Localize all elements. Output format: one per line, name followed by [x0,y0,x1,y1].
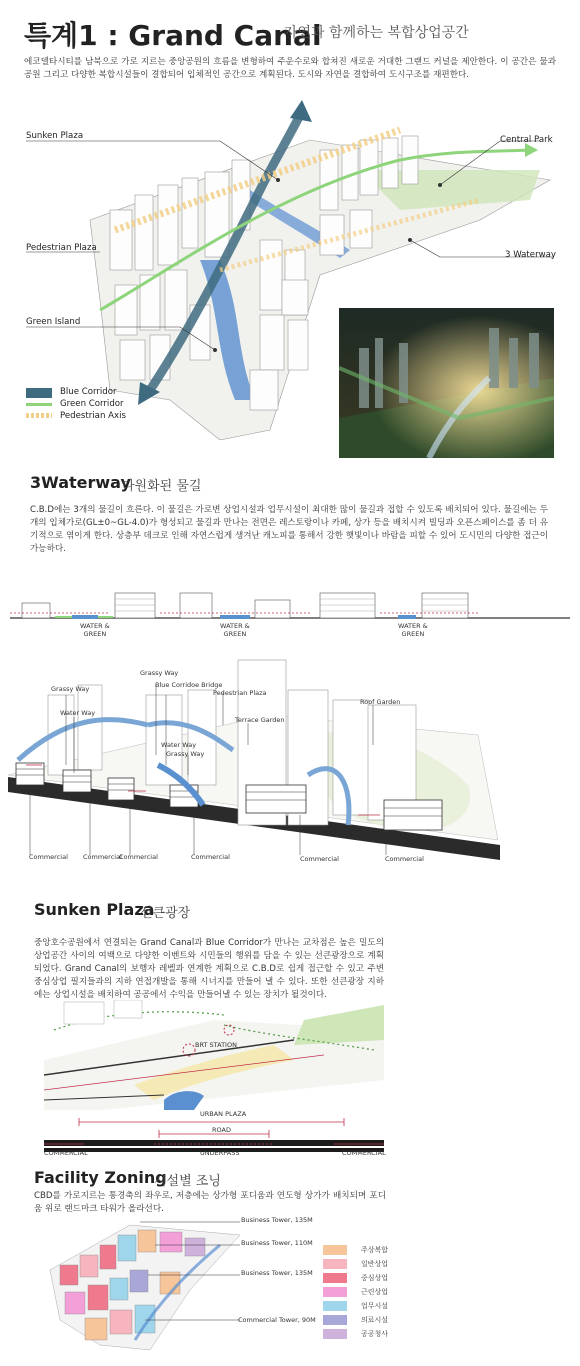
facility-zoning-paragraph: CBD를 가로지르는 통경축의 좌우로, 저층에는 상가형 포디움과 연도형 상가가 배치되며 포디움 위로 랜드마크 타워가 올라선다. [34,1191,386,1214]
corridor-legend [26,386,176,426]
section-heading-facility-zoning: Facility Zoning [34,1168,167,1187]
page-subtitle: 자연과 함께하는 복합상업공간 [284,25,469,41]
label-commercial: Commercial [83,853,122,861]
label-grassy-way: Grassy Way [166,750,205,758]
section-subheading-sunken-plaza: 선큰광장 [140,906,191,921]
page-title: 특계1 : Grand Canal [24,19,322,52]
zoning-swatch [323,1301,347,1311]
zoning-label: 공공청사 [361,1330,389,1338]
night-render-image [339,308,554,458]
zoning-swatch [323,1287,347,1297]
label-urban-plaza: URBAN PLAZA [200,1110,247,1118]
callout-central-park: Central Park [500,135,553,145]
tower-label: Commercial Tower, 90M [238,1316,316,1324]
facility-zoning-diagram [40,1210,320,1360]
label-commercial: Commercial [191,853,230,861]
section-subheading-facility-zoning: 시설별 조닝 [154,1174,221,1189]
label-brt-station: BRT STATION [195,1041,237,1049]
tower-label: Business Tower, 110M [241,1239,313,1247]
pedestrian-axis-swatch [26,413,52,418]
waterway-paragraph: C.B.D에는 3개의 물길이 흐른다. 이 물길은 가로변 상업시설과 업무시설이 최대한 많이 물길과 접할 수 있도록 배치되어 있다. 물길에는 두개의 입체가로(GL±0~GL-4.0)가 형성되고 물길과 만나는 전면은 레스토랑이나 카페, 상가 등을 배치시켜 빌딩과 오픈스페이스를 좀 더 유기적으로 엮이게 한다. 상층부 데크로 인해 자연스럽게 생겨난 캐노피를 통해서 강한 햇빛이나 바람을 피할 수 있어 도시민의 다양한 접근이 가능하다. [30,505,548,554]
zoning-label: 근린상업 [361,1288,389,1296]
legend-label: Pedestrian Axis [60,411,126,421]
zoning-label: 일반상업 [361,1260,389,1268]
callout-3-waterway: 3 Waterway [505,250,556,260]
section-heading-waterway: 3Waterway [30,473,131,492]
tower-label: Business Tower, 135M [241,1269,313,1277]
blue-corridor-swatch [26,388,52,398]
zoning-swatch [323,1245,347,1255]
intro-paragraph: 에코델타시티를 남북으로 가로 지르는 중앙공원의 흐름을 변형하여 주운수로와 합쳐진 새로운 거대한 그랜드 커널을 제안한다. 이 공간은 물과 공원 그리고 다양한 복합시설들이 결합되어 입체적인 공간으로 계획된다. 도시와 자연을 결합하여 도시구조를 재편한다. [24,57,556,80]
zoning-label: 중심상업 [361,1274,389,1282]
zoning-label: 업무시설 [361,1302,389,1310]
label-commercial-right: COMMERCIAL [342,1149,386,1157]
label-commercial: Commercial [29,853,68,861]
callout-sunken-plaza: Sunken Plaza [26,131,84,141]
callout-green-island: Green Island [26,317,81,327]
sunken-plaza-paragraph: 중앙호수공원에서 연결되는 Grand Canal과 Blue Corridor가 만나는 교차점은 높은 밀도의 상업공간 사이의 여백으로 다양한 이벤트와 시민들의 행위를 담을 수 있는 선큰광장으로 계획되었다. Grand Canal의 보행자 레벨과 연계한 계획으로 C.B.D로 쉽게 접근할 수 있고 주변 중심상업 필지들과의 지하 연접개발을 통해 시너지를 만들어 낼 수 있다. 또한 선큰광장 지하에는 상업시설을 배치하여 공공에서 수익을 만들어낼 수 있는 장치가 될것이다. [34,938,384,1000]
label-road: ROAD [212,1126,231,1134]
label-underpass: UNDERPASS [200,1149,240,1157]
sunken-plaza-perspective [44,1000,384,1110]
label-commercial: Commercial [300,855,339,863]
zoning-swatch [323,1315,347,1325]
label-water-way: Water Way [161,741,197,749]
zoning-swatch [323,1259,347,1269]
section-subheading-waterway: 다원화된 물길 [122,479,202,494]
section-label-water-green: WATER & GREEN [398,622,428,638]
zoning-label: 의료시설 [361,1316,389,1324]
label-commercial-left: COMMERCIAL [44,1149,88,1157]
callout-pedestrian-plaza: Pedestrian Plaza [26,243,97,253]
label-terrace-garden: Terrace Garden [235,716,285,724]
zoning-label: 주상복합 [361,1246,389,1254]
section-label-water-green: WATER & GREEN [220,622,250,638]
label-grassy-way: Grassy Way [51,685,90,693]
label-water-way: Water Way [60,709,96,717]
label-grassy-way: Grassy Way [140,669,179,677]
label-pedestrian-plaza: Pedestrian Plaza [213,689,267,697]
legend-label: Green Corridor [60,399,124,409]
legend-label: Blue Corridor [60,387,117,397]
label-commercial: Commercial [119,853,158,861]
label-commercial: Commercial [385,855,424,863]
label-roof-garden: Roof Garden [360,698,401,706]
zoning-swatch [323,1329,347,1339]
label-blue-corridor-bridge: Blue Corridoe Bridge [155,681,223,689]
section-label-water-green: WATER & GREEN [80,622,110,638]
tower-label: Business Tower, 135M [241,1216,313,1224]
green-corridor-swatch [26,403,52,406]
section-heading-sunken-plaza: Sunken Plaza [34,900,155,919]
zoning-swatch [323,1273,347,1283]
